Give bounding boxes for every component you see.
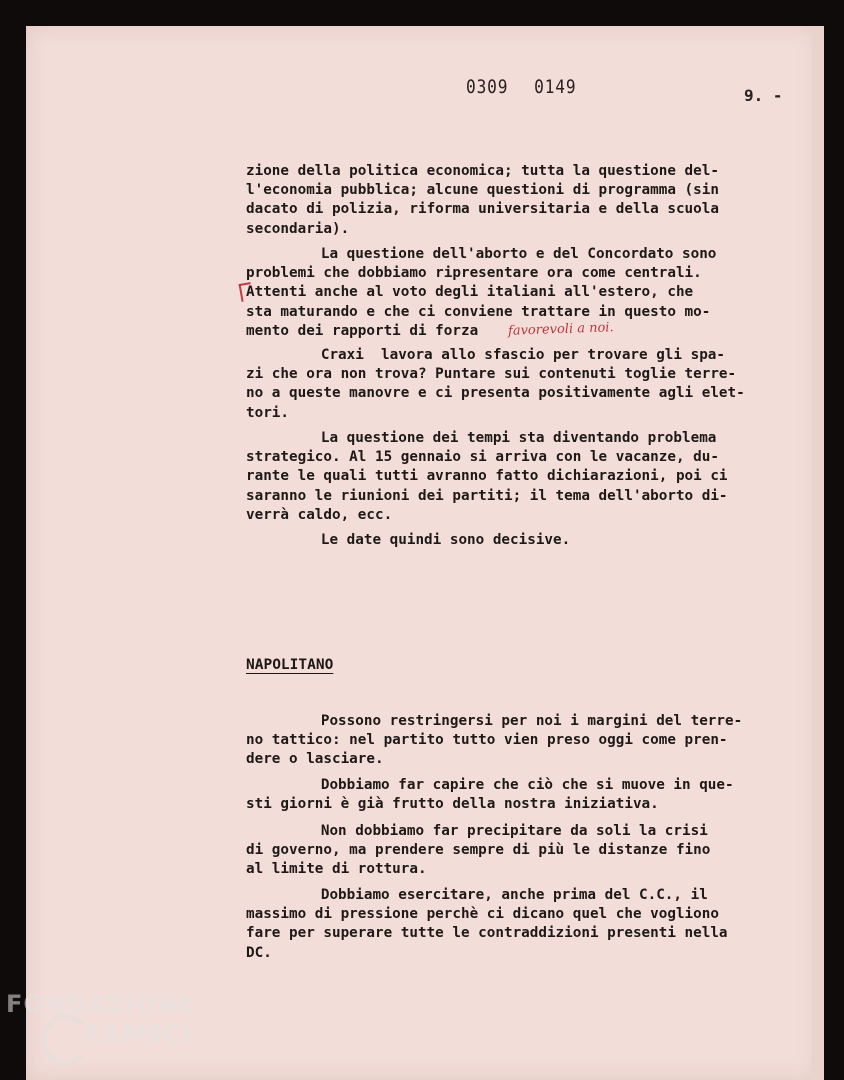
archive-number: 0309 0149 [466,76,577,98]
paragraph: zione della politica economica; tutta la questione del- l'economia pubblica; alcune questioni di programma (sin dacato di polizia, riforma universitaria e della scuola secondaria). [246,163,719,237]
paragraph: Le date quindi sono decisive. [320,532,571,548]
page-number: 9. - [744,86,783,105]
paragraph: Non dobbiamo far precipitare da soli la crisi di governo, ma prendere sempre di più le distanze fino al limite di rottura. [246,823,711,878]
section-heading: NAPOLITANO [246,657,334,673]
paragraph: La questione dei tempi sta diventando problema strategico. Al 15 gennaio si arriva con le vacanze, du- rante le quali tutti avranno fatto dichiarazioni, poi ci saranno le riunioni dei partiti; il tema dell'aborto di- verrà caldo, ecc. [246,430,728,523]
handwritten-annotation: favorevoli a noi. [507,320,614,339]
paragraph: La questione dell'aborto e del Concordato sono problemi che dobbiamo ripresentare ora come centrali. Attenti anche al voto degli italiani all'estero, che sta maturando e che ci conviene trattare in questo mo- mento dei rapporti di forza [246,246,717,339]
paragraph: Dobbiamo far capire che ciò che si muove in que- sti giorni è già frutto della nostra iniziativa. [246,777,734,813]
paragraph: Craxi lavora allo sfascio per trovare gli spa- zi che ora non trova? Puntare sui contenuti toglie terre- no a queste manovre e ci presenta positivamente agli elet- tori. [246,347,745,421]
watermark-suffix: onlus [176,1052,203,1063]
paragraph: Possono restringersi per noi i margini del terre- no tattico: nel partito tutto vien preso oggi come pren- dere o lasciare. [246,713,743,768]
page-edge [812,26,824,1080]
paragraph: Dobbiamo esercitare, anche prima del C.C., il massimo di pressione perchè ci dicano quel che vogliono fare per superare tutte le contraddizioni presenti nella DC. [246,887,728,961]
fondazione-gramsci-watermark [6,990,216,1078]
watermark-line-2: RAMSCI [82,1020,193,1048]
watermark-line-1: FONDAZIONE [6,990,195,1018]
